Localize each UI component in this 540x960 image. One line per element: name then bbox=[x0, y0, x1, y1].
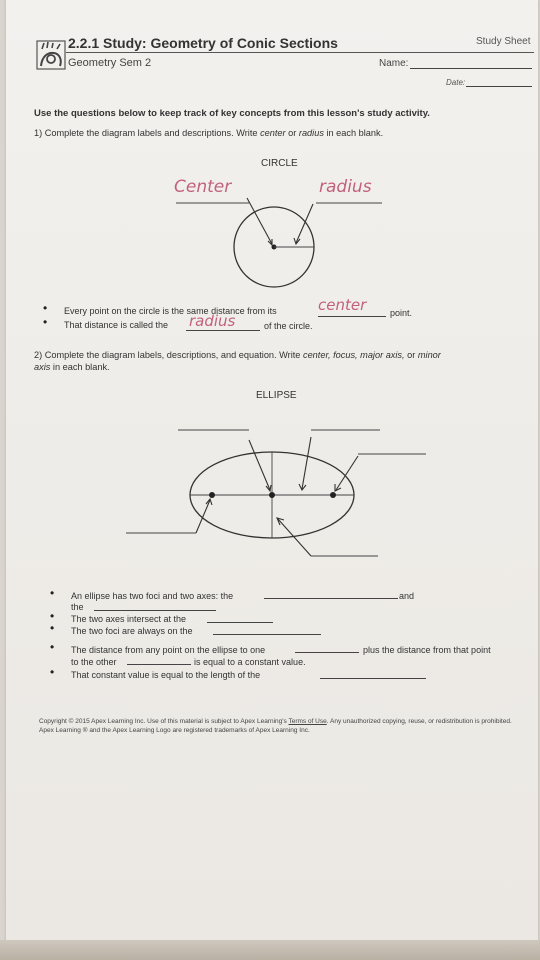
q2-b4-blank-2[interactable] bbox=[127, 664, 191, 665]
q2-b4-blank-1[interactable] bbox=[295, 652, 359, 653]
arrow-3 bbox=[336, 456, 358, 490]
q2-bullet5: That constant value is equal to the length of the bbox=[71, 670, 261, 680]
bullet-dot: • bbox=[50, 586, 55, 600]
date-label: Date: bbox=[446, 78, 466, 87]
circle-diagram-title: CIRCLE bbox=[261, 158, 298, 169]
copyright-notice: Copyright © 2015 Apex Learning Inc. Use of this material is subject to Apex Learning's Terms of Use. Any unauthorized copying, reuse, or redistribution is prohibited. Apex Learning ® and the Apex Learning Logo are registered trademarks of Apex Learning Inc. bbox=[39, 718, 512, 734]
q1-bullet2-text: That distance is called the bbox=[64, 320, 169, 330]
q1-bullet1-end: point. bbox=[390, 308, 413, 318]
bullet-dot: • bbox=[50, 609, 55, 623]
arrow-4 bbox=[196, 500, 210, 533]
q2-b1-blank-1[interactable] bbox=[264, 598, 398, 599]
bullet-dot: • bbox=[50, 665, 55, 679]
q2-bullet4-line1: The distance from any point on the ellipse to one bbox=[71, 645, 266, 655]
q2-bullet3: The two foci are always on the bbox=[71, 626, 193, 636]
q1-bullet2-answer: radius bbox=[189, 312, 236, 330]
q2-bullet1-and: and bbox=[399, 591, 415, 601]
circle-radius-answer: radius bbox=[319, 177, 372, 197]
q2-bullet4-plus: plus the distance from that point bbox=[363, 645, 491, 655]
arrow-2 bbox=[302, 437, 311, 489]
terms-of-use-link[interactable]: Terms of Use bbox=[288, 718, 327, 725]
q2-bullet2: The two axes intersect at the bbox=[71, 614, 187, 624]
page-bottom-edge bbox=[0, 940, 540, 960]
q2-prompt-line1: 2) Complete the diagram labels, descriptions, and equation. Write center, focus, major axis, or minor bbox=[34, 350, 441, 360]
study-sheet bbox=[6, 0, 538, 944]
q2-b3-blank[interactable] bbox=[213, 634, 321, 635]
bullet-dot: • bbox=[50, 640, 55, 654]
ellipse-diagram-title: ELLIPSE bbox=[256, 390, 297, 401]
circle-center-answer: Center bbox=[174, 177, 232, 197]
name-label: Name: bbox=[379, 58, 409, 69]
focus-right bbox=[330, 492, 336, 498]
ellipse-center bbox=[269, 492, 275, 498]
ellipse-diagram bbox=[6, 0, 540, 960]
bullet-dot: • bbox=[50, 621, 55, 635]
q2-b2-blank[interactable] bbox=[207, 622, 273, 623]
q2-b1-blank-2[interactable] bbox=[94, 610, 216, 611]
q1-bullet2-end: of the circle. bbox=[264, 321, 313, 331]
q2-bullet1-line1: An ellipse has two foci and two axes: the bbox=[71, 591, 234, 601]
course-name: Geometry Sem 2 bbox=[68, 57, 152, 69]
sheet-title: 2.2.1 Study: Geometry of Conic Sections bbox=[68, 35, 338, 51]
q2-bullet4-line2-end: is equal to a constant value. bbox=[194, 657, 306, 667]
bullet-dot: • bbox=[43, 315, 48, 329]
sheet-type-label: Study Sheet bbox=[476, 36, 531, 47]
q2-bullet1-line2: the bbox=[71, 602, 84, 612]
q2-b5-blank[interactable] bbox=[320, 678, 426, 679]
q1-prompt: 1) Complete the diagram labels and descriptions. Write center or radius in each blank. bbox=[34, 128, 384, 138]
instructions: Use the questions below to keep track of key concepts from this lesson's study activity. bbox=[34, 108, 430, 119]
q1-bullet1-answer: center bbox=[318, 296, 367, 314]
q2-bullet4-line2-start: to the other bbox=[71, 657, 117, 667]
arrow-1 bbox=[249, 440, 270, 490]
q1-bullet1-text: Every point on the circle is the same distance from its bbox=[64, 306, 277, 316]
bullet-dot: • bbox=[43, 301, 48, 315]
focus-left bbox=[209, 492, 215, 498]
q2-prompt-line2: axis in each blank. bbox=[34, 362, 110, 372]
